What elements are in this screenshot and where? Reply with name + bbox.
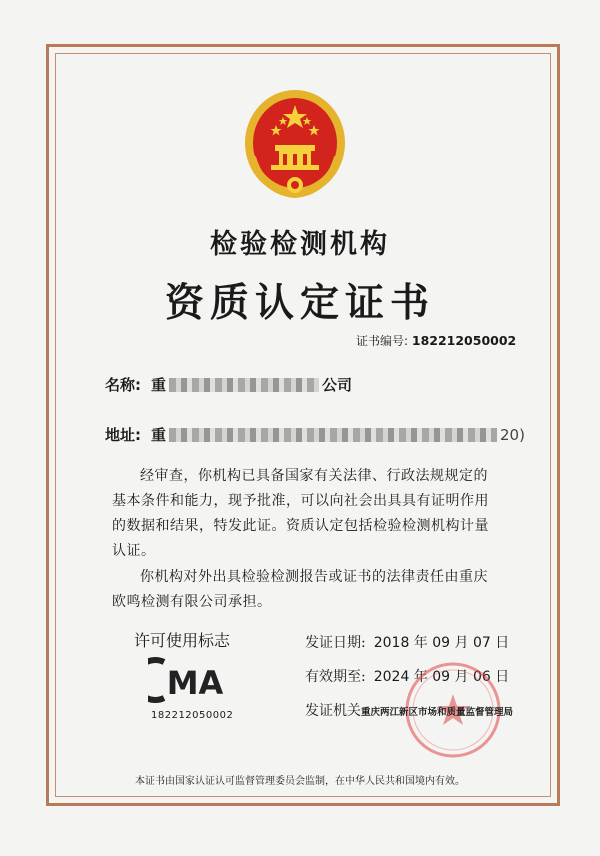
name-label: 名称: bbox=[105, 376, 141, 394]
approval-paragraph: 经审查，你机构已具备国家有关法律、行政法规规定的基本条件和能力，现予批准，可以向社会出具具有证明作用的数据和结果，特发此证。资质认定包括检验检测机构计量认证。 bbox=[112, 468, 489, 559]
name-value-end: 公司 bbox=[322, 376, 353, 394]
cma-logo-text: MA bbox=[166, 664, 224, 702]
certificate-number-label: 证书编号: bbox=[356, 334, 409, 348]
address-value bbox=[151, 424, 525, 445]
liability-paragraph: 你机构对外出具检验检测报告或证书的法律责任由重庆欧鸣检测有限公司承担。 bbox=[112, 569, 488, 610]
certificate-footer: 本证书由国家认证认可监督管理委员会监制，在中华人民共和国境内有效。 bbox=[135, 776, 465, 787]
issuer-label: 发证机关 bbox=[305, 703, 361, 719]
issuer-row bbox=[305, 700, 513, 720]
certificate-number-value: 182212050002 bbox=[411, 333, 517, 348]
certificate-title-line2: 资质认定证书 bbox=[164, 281, 435, 326]
cma-mark-icon bbox=[148, 656, 234, 704]
certificate-number bbox=[356, 332, 516, 349]
address-value-end: 20) bbox=[500, 426, 525, 444]
name-value-start: 重 bbox=[151, 376, 167, 394]
issue-date-value: 2018 年 09 月 07 日 bbox=[373, 635, 510, 651]
valid-until-label: 有效期至: bbox=[305, 669, 366, 685]
redacted-address bbox=[169, 428, 497, 442]
issue-date-row bbox=[305, 632, 509, 652]
redacted-name bbox=[169, 378, 319, 392]
address-label: 地址: bbox=[105, 426, 141, 444]
issuer-value: 重庆两江新区市场和质量监督管理局 bbox=[361, 707, 514, 718]
certificate-title-line1: 检验检测机构 bbox=[210, 229, 390, 260]
national-emblem-icon bbox=[243, 87, 347, 207]
license-mark-number: 182212050002 bbox=[151, 710, 234, 721]
license-mark-title: 许可使用标志 bbox=[134, 631, 231, 650]
address-value-start: 重 bbox=[151, 426, 167, 444]
valid-until-value: 2024 年 09 月 06 日 bbox=[373, 669, 510, 685]
name-value bbox=[151, 374, 352, 395]
issue-date-label: 发证日期: bbox=[305, 635, 366, 651]
